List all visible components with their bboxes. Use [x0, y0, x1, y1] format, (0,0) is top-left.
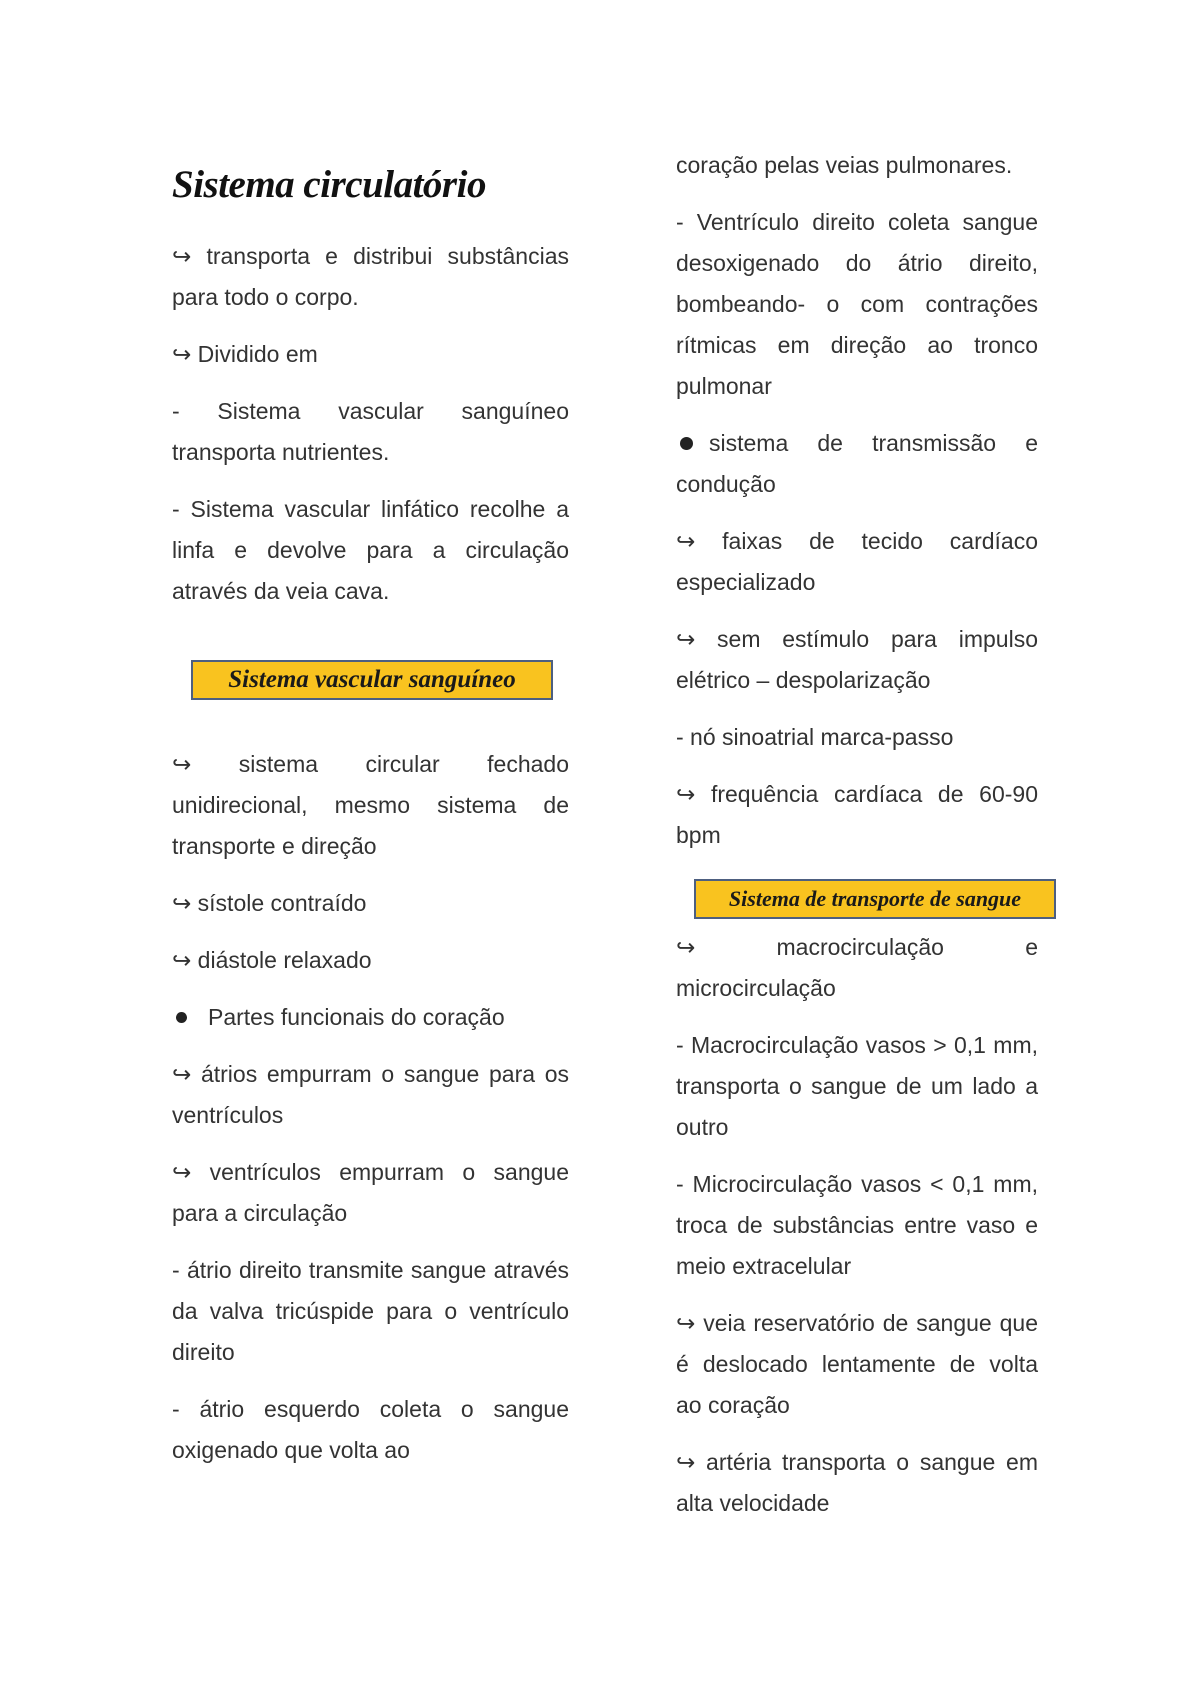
- note-paragraph: ↪ Dividido em: [172, 341, 318, 367]
- note-paragraph: - Macrocirculação vasos > 0,1 mm, transporta o sangue de um lado a outro: [676, 1032, 1038, 1140]
- note-paragraph: - Microcirculação vasos < 0,1 mm, troca de substâncias entre vaso e meio extracelular: [676, 1171, 1038, 1279]
- bullet-icon: [680, 437, 693, 450]
- note-paragraph: ↪ macrocirculação e microcirculação: [676, 934, 1038, 1001]
- note-paragraph: ↪ veia reservatório de sangue que é deslocado lentamente de volta ao coração: [676, 1310, 1038, 1418]
- left-column: [172, 150, 569, 1487]
- page-title: Sistema circulatório: [172, 163, 486, 206]
- note-paragraph: ↪ sístole contraído: [172, 890, 367, 916]
- note-paragraph: - átrio esquerdo coleta o sangue oxigenado que volta ao: [172, 1396, 569, 1463]
- note-paragraph: ↪ sistema circular fechado unidirecional, mesmo sistema de transporte e direção: [172, 751, 569, 859]
- bullet-item: [676, 423, 1038, 505]
- note-paragraph: coração pelas veias pulmonares.: [676, 152, 1013, 178]
- note-paragraph: - átrio direito transmite sangue através da valva tricúspide para o ventrículo direito: [172, 1257, 569, 1365]
- bullet-text: sistema de transmissão e condução: [676, 430, 1038, 497]
- bullet-text: Partes funcionais do coração: [208, 1004, 505, 1030]
- note-paragraph: ↪ sem estímulo para impulso elétrico – despolarização: [676, 626, 1038, 693]
- note-paragraph: - Ventrículo direito coleta sangue desoxigenado do átrio direito, bombeando- o com contrações rítmicas em direção ao tronco pulmonar: [676, 209, 1038, 399]
- section-heading-box: Sistema vascular sanguíneo: [191, 660, 553, 700]
- note-paragraph: ↪ artéria transporta o sangue em alta velocidade: [676, 1449, 1038, 1516]
- note-paragraph: ↪ ventrículos empurram o sangue para a circulação: [172, 1159, 569, 1226]
- note-paragraph: ↪ frequência cardíaca de 60-90 bpm: [676, 781, 1038, 848]
- section-heading-box: Sistema de transporte de sangue: [694, 879, 1056, 919]
- note-paragraph: ↪ diástole relaxado: [172, 947, 372, 973]
- note-paragraph: - Sistema vascular linfático recolhe a linfa e devolve para a circulação através da veia cava.: [172, 496, 569, 604]
- note-paragraph: - nó sinoatrial marca-passo: [676, 724, 954, 750]
- bullet-icon: [176, 1012, 187, 1023]
- right-column: [676, 145, 1038, 1540]
- note-paragraph: ↪ átrios empurram o sangue para os ventrículos: [172, 1061, 569, 1128]
- note-paragraph: - Sistema vascular sanguíneo transporta nutrientes.: [172, 398, 569, 465]
- note-paragraph: ↪ faixas de tecido cardíaco especializado: [676, 528, 1038, 595]
- bullet-item: [172, 997, 569, 1038]
- note-paragraph: ↪ transporta e distribui substâncias para todo o corpo.: [172, 243, 569, 310]
